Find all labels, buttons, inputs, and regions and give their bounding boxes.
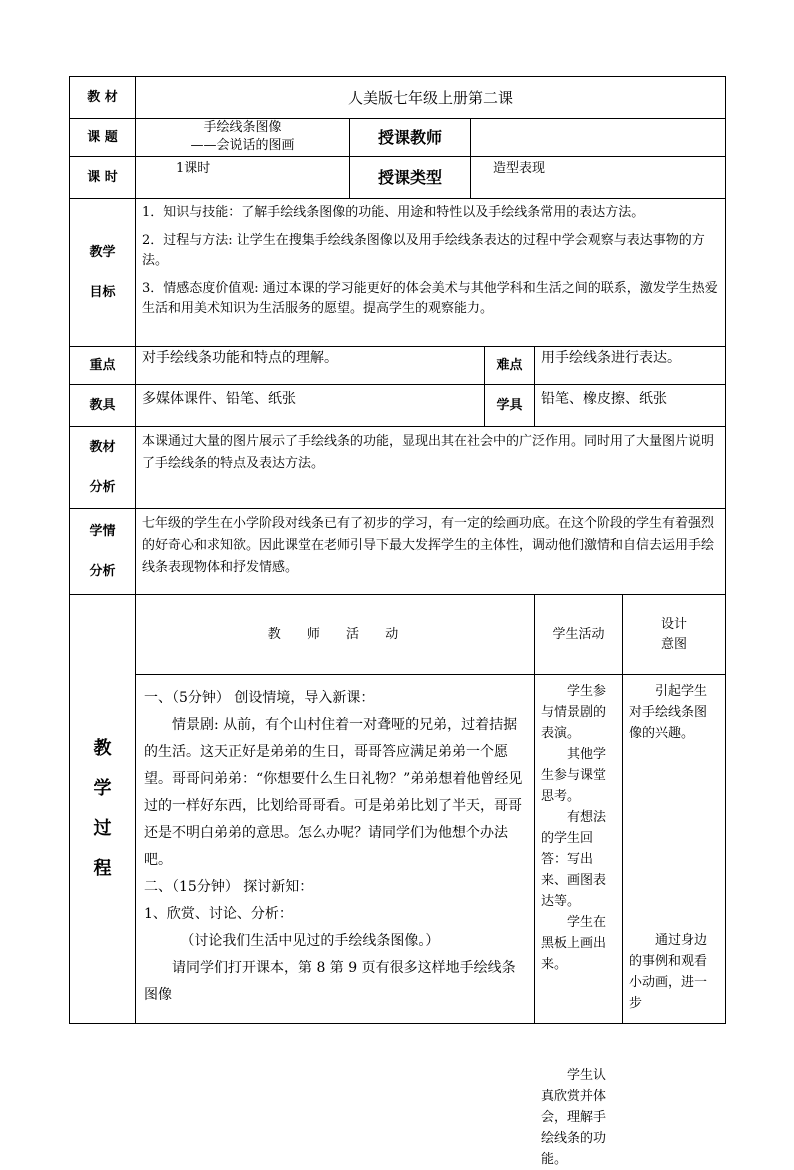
teacher-activity-line: 一、（5分钟） 创设情境，导入新课： <box>144 690 375 706</box>
topic-label: 课 题 <box>70 119 136 157</box>
design-intent-header <box>623 595 726 675</box>
textbook-label: 教 材 <box>70 77 136 119</box>
objective-item: 1．知识与技能：了解手绘线条图像的功能、用途和特性以及手绘线条常用的表达方法。 <box>142 205 645 220</box>
process-header-row <box>70 595 726 675</box>
analysis-row <box>70 427 726 509</box>
objectives-label <box>70 199 136 347</box>
student-activity-line: 学生认真欣赏并体会，理解手绘线条的功能。 <box>541 1068 607 1167</box>
analysis-label <box>70 427 136 509</box>
lesson-type-label: 授课类型 <box>350 157 471 199</box>
objectives-content <box>136 199 726 347</box>
analysis-value: 本课通过大量的图片展示了手绘线条的功能，显现出其在社会中的广泛作用。同时用了大量图片说明了手绘线条的特点及表达方法。 <box>136 427 726 509</box>
objectives-label-1: 教学 <box>89 244 116 260</box>
teacher-activity-cell <box>136 675 535 1024</box>
topic-title: 手绘线条图像 <box>203 120 282 135</box>
topic-subtitle: ——会说话的图画 <box>190 138 295 153</box>
student-activity-line: 学生在黑板上画出来。 <box>541 915 607 972</box>
student-activity-cell <box>535 675 623 1167</box>
objectives-row <box>70 199 726 347</box>
teacher-activity-header: 教 师 活 动 <box>136 595 535 675</box>
process-body-row <box>70 675 726 1024</box>
process-label-char: 教 <box>93 738 112 759</box>
learner-row <box>70 509 726 595</box>
topic-value <box>136 119 350 157</box>
design-intent-line: 通过身边的事例和观看小动画，进一步 <box>629 933 708 1011</box>
teacher-value <box>471 119 726 157</box>
student-activity-line: 其他学生参与课堂思考。 <box>541 747 607 804</box>
teacher-activity-line: 1、欣赏、讨论、分析： <box>144 906 293 922</box>
objective-item: 2．过程与方法: 让学生在搜集手绘线条图像以及用手绘线条表达的过程中学会观察与表达事物的方法。 <box>142 233 705 268</box>
textbook-value: 人美版七年级上册第二课 <box>136 77 726 119</box>
focus-value: 对手绘线条功能和特点的理解。 <box>136 347 485 385</box>
student-activity-header: 学生活动 <box>535 595 623 675</box>
analysis-label-2: 分析 <box>89 479 116 495</box>
teacher-activity-line: 请同学们打开课本，第 8 第 9 页有很多这样地手绘线条图像 <box>144 960 516 1003</box>
design-intent-header-line: 意图 <box>661 636 688 652</box>
period-label: 课 时 <box>70 157 136 199</box>
process-label-char: 学 <box>93 778 112 799</box>
process-label-char: 过 <box>93 818 112 839</box>
textbook-row <box>70 77 726 119</box>
period-value: 1课时 <box>136 157 350 199</box>
learner-label-2: 分析 <box>89 563 116 579</box>
difficulty-label: 难点 <box>485 347 535 385</box>
focus-label: 重点 <box>70 347 136 385</box>
teacher-activity-line: （讨论我们生活中见过的手绘线条图像。） <box>180 933 440 949</box>
teaching-aids-value: 多媒体课件、铅笔、纸张 <box>136 385 485 427</box>
design-intent-line: 引起学生对手绘线条图像的兴趣。 <box>629 684 708 741</box>
teaching-aids-label: 教具 <box>70 385 136 427</box>
learner-label <box>70 509 136 595</box>
objective-item: 3．情感态度价值观: 通过本课的学习能更好的体会美术与其他学科和生活之间的联系，激发学生热爱生活和用美术知识为生活服务的愿望。提高学生的观察能力。 <box>142 281 718 316</box>
teacher-activity-line: 情景剧: 从前，有个山村住着一对聋哑的兄弟，过着拮据的生活。这天正好是弟弟的生日，哥哥答应满足弟弟一个愿望。哥哥问弟弟：“你想要什么生日礼物？”弟弟想着他曾经见过的一样好东西，比划给哥哥看。可是弟弟比划了半天，哥哥还是不明白弟弟的意思。怎么办呢？请同学们为他想个办法吧。 <box>144 717 523 868</box>
design-intent-header-line: 设计 <box>661 616 688 632</box>
topic-row <box>70 119 726 157</box>
student-activity-line: 有想法的学生回答：写出来、画图表达等。 <box>541 810 607 909</box>
focus-row <box>70 347 726 385</box>
tools-row <box>70 385 726 427</box>
design-intent-cell <box>623 675 726 1024</box>
lesson-plan-table <box>69 76 726 1167</box>
student-tools-label: 学具 <box>485 385 535 427</box>
objectives-label-2: 目标 <box>89 284 116 300</box>
period-row <box>70 157 726 199</box>
learner-value: 七年级的学生在小学阶段对线条已有了初步的学习，有一定的绘画功底。在这个阶段的学生有着强烈的好奇心和求知欲。因此课堂在老师引导下最大发挥学生的主体性，调动他们激情和自信去运用手绘线条表现物体和抒发情感。 <box>136 509 726 595</box>
teacher-label: 授课教师 <box>350 119 471 157</box>
analysis-label-1: 教材 <box>89 439 116 455</box>
process-label <box>70 595 136 1024</box>
student-activity-line: 学生参与情景剧的表演。 <box>541 684 607 741</box>
lesson-type-value: 造型表现 <box>471 157 726 199</box>
student-tools-value: 铅笔、橡皮擦、纸张 <box>535 385 726 427</box>
learner-label-1: 学情 <box>89 523 116 539</box>
process-label-char: 程 <box>93 858 112 879</box>
difficulty-value: 用手绘线条进行表达。 <box>535 347 726 385</box>
teacher-activity-line: 二、（15分钟） 探讨新知： <box>144 879 314 895</box>
